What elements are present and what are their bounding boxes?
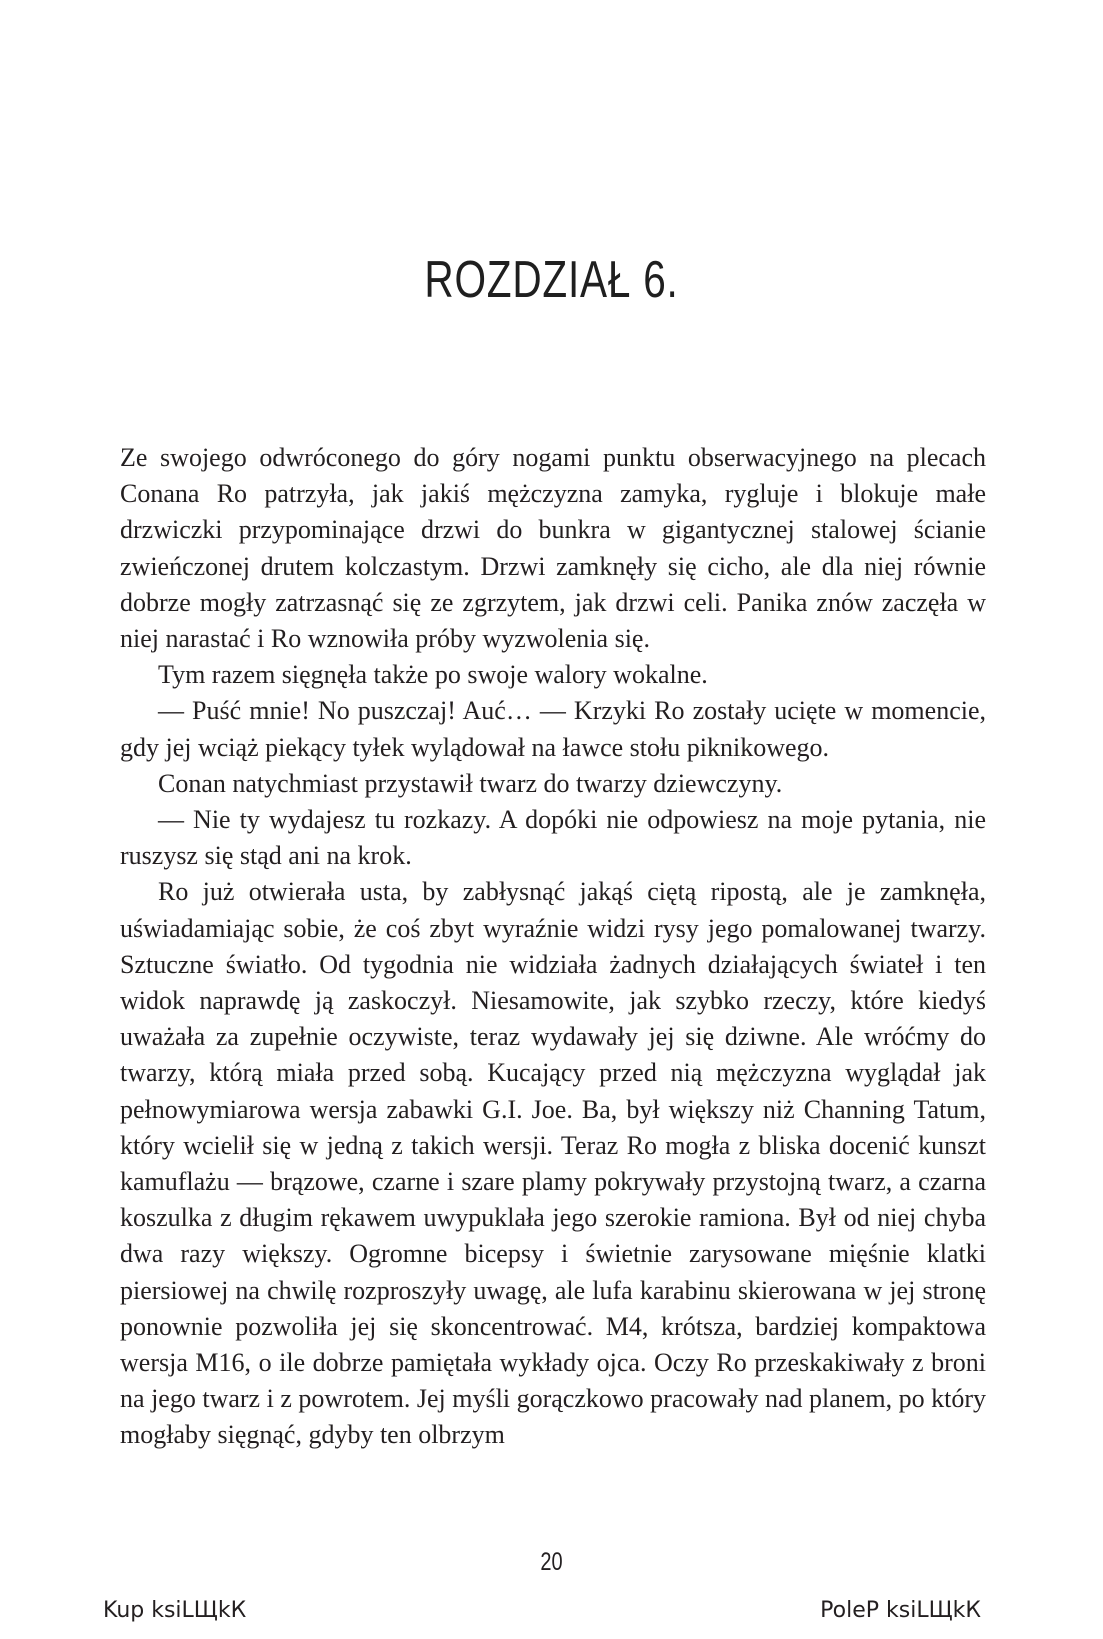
body-text (120, 440, 986, 1454)
paragraph: Tym razem sięgnęła także po swoje walory wokalne. (158, 660, 708, 690)
recommend-book-link[interactable]: PoleP ksiLЩkК (820, 1598, 981, 1623)
paragraph: — Puść mnie! No puszczaj! Auć… — Krzyki Ro zostały ucięte w momencie, gdy jej wciąż piekący tyłek wylądował na ławce stołu piknikowego. (120, 696, 986, 762)
paragraph: Ro już otwierała usta, by zabłysnąć jakąś ciętą ripostą, ale je zamknęła, uświadamiając sobie, że coś zbyt wyraźnie widzi rysy jego pomalowanej twarzy. Sztuczne światło. Od tygodnia nie widziała żadnych działających świateł i ten widok naprawdę ją zaskoczył. Niesamowite, jak szybko rzeczy, które kiedyś uważała za zupełnie oczywiste, teraz wydawały jej się dziwne. Ale wróćmy do twarzy, którą miała przed sobą. Kucający przed nią mężczyzna wyglądał jak pełnowymiarowa wersja zabawki G.I. Joe. Ba, był większy niż Channing Tatum, który wcielił się w jedną z takich wersji. Teraz Ro mogła z bliska docenić kunszt kamuflażu — brązowe, czarne i szare plamy pokrywały przystojną twarz, a czarna koszulka z długim rękawem uwypuklała jego szerokie ramiona. Był od niej chyba dwa razy większy. Ogromne bicepsy i świetnie zarysowane mięśnie klatki piersiowej na chwilę rozproszyły uwagę, ale lufa karabinu skierowana w jej stronę ponownie pozwoliła jej się skoncentrować. M4, krótsza, bardziej kompaktowa wersja M16, o ile dobrze pamiętała wykłady ojca. Oczy Ro przeskakiwały z broni na jego twarz i z powrotem. Jej myśli gorączkowo pracowały nad planem, po który mogłaby sięgnąć, gdyby ten olbrzym (120, 877, 986, 1450)
paragraph: Ze swojego odwróconego do góry nogami punktu obserwacyjnego na plecach Conana Ro patrzyła, jak jakiś mężczyzna zamyka, rygluje i blokuje małe drzwiczki przypominające drzwi do bunkra w gigantycznej stalowej ścianie zwieńczonej drutem kolczastym. Drzwi zamknęły się cicho, ale dla niej równie dobrze mogły zatrzasnąć się ze zgrzytem, jak drzwi celi. Panika znów zaczęła w niej narastać i Ro wznowiła próby wyzwolenia się. (120, 443, 986, 654)
paragraph: — Nie ty wydajesz tu rozkazy. A dopóki nie odpowiesz na moje pytania, nie ruszysz się stąd ani na krok. (120, 805, 986, 871)
chapter-title: ROZDZIAŁ 6. (424, 251, 679, 309)
page-number: 20 (540, 1548, 563, 1576)
buy-book-link[interactable]: Kup ksiLЩkК (103, 1598, 247, 1623)
paragraph: Conan natychmiast przystawił twarz do twarzy dziewczyny. (158, 768, 783, 798)
